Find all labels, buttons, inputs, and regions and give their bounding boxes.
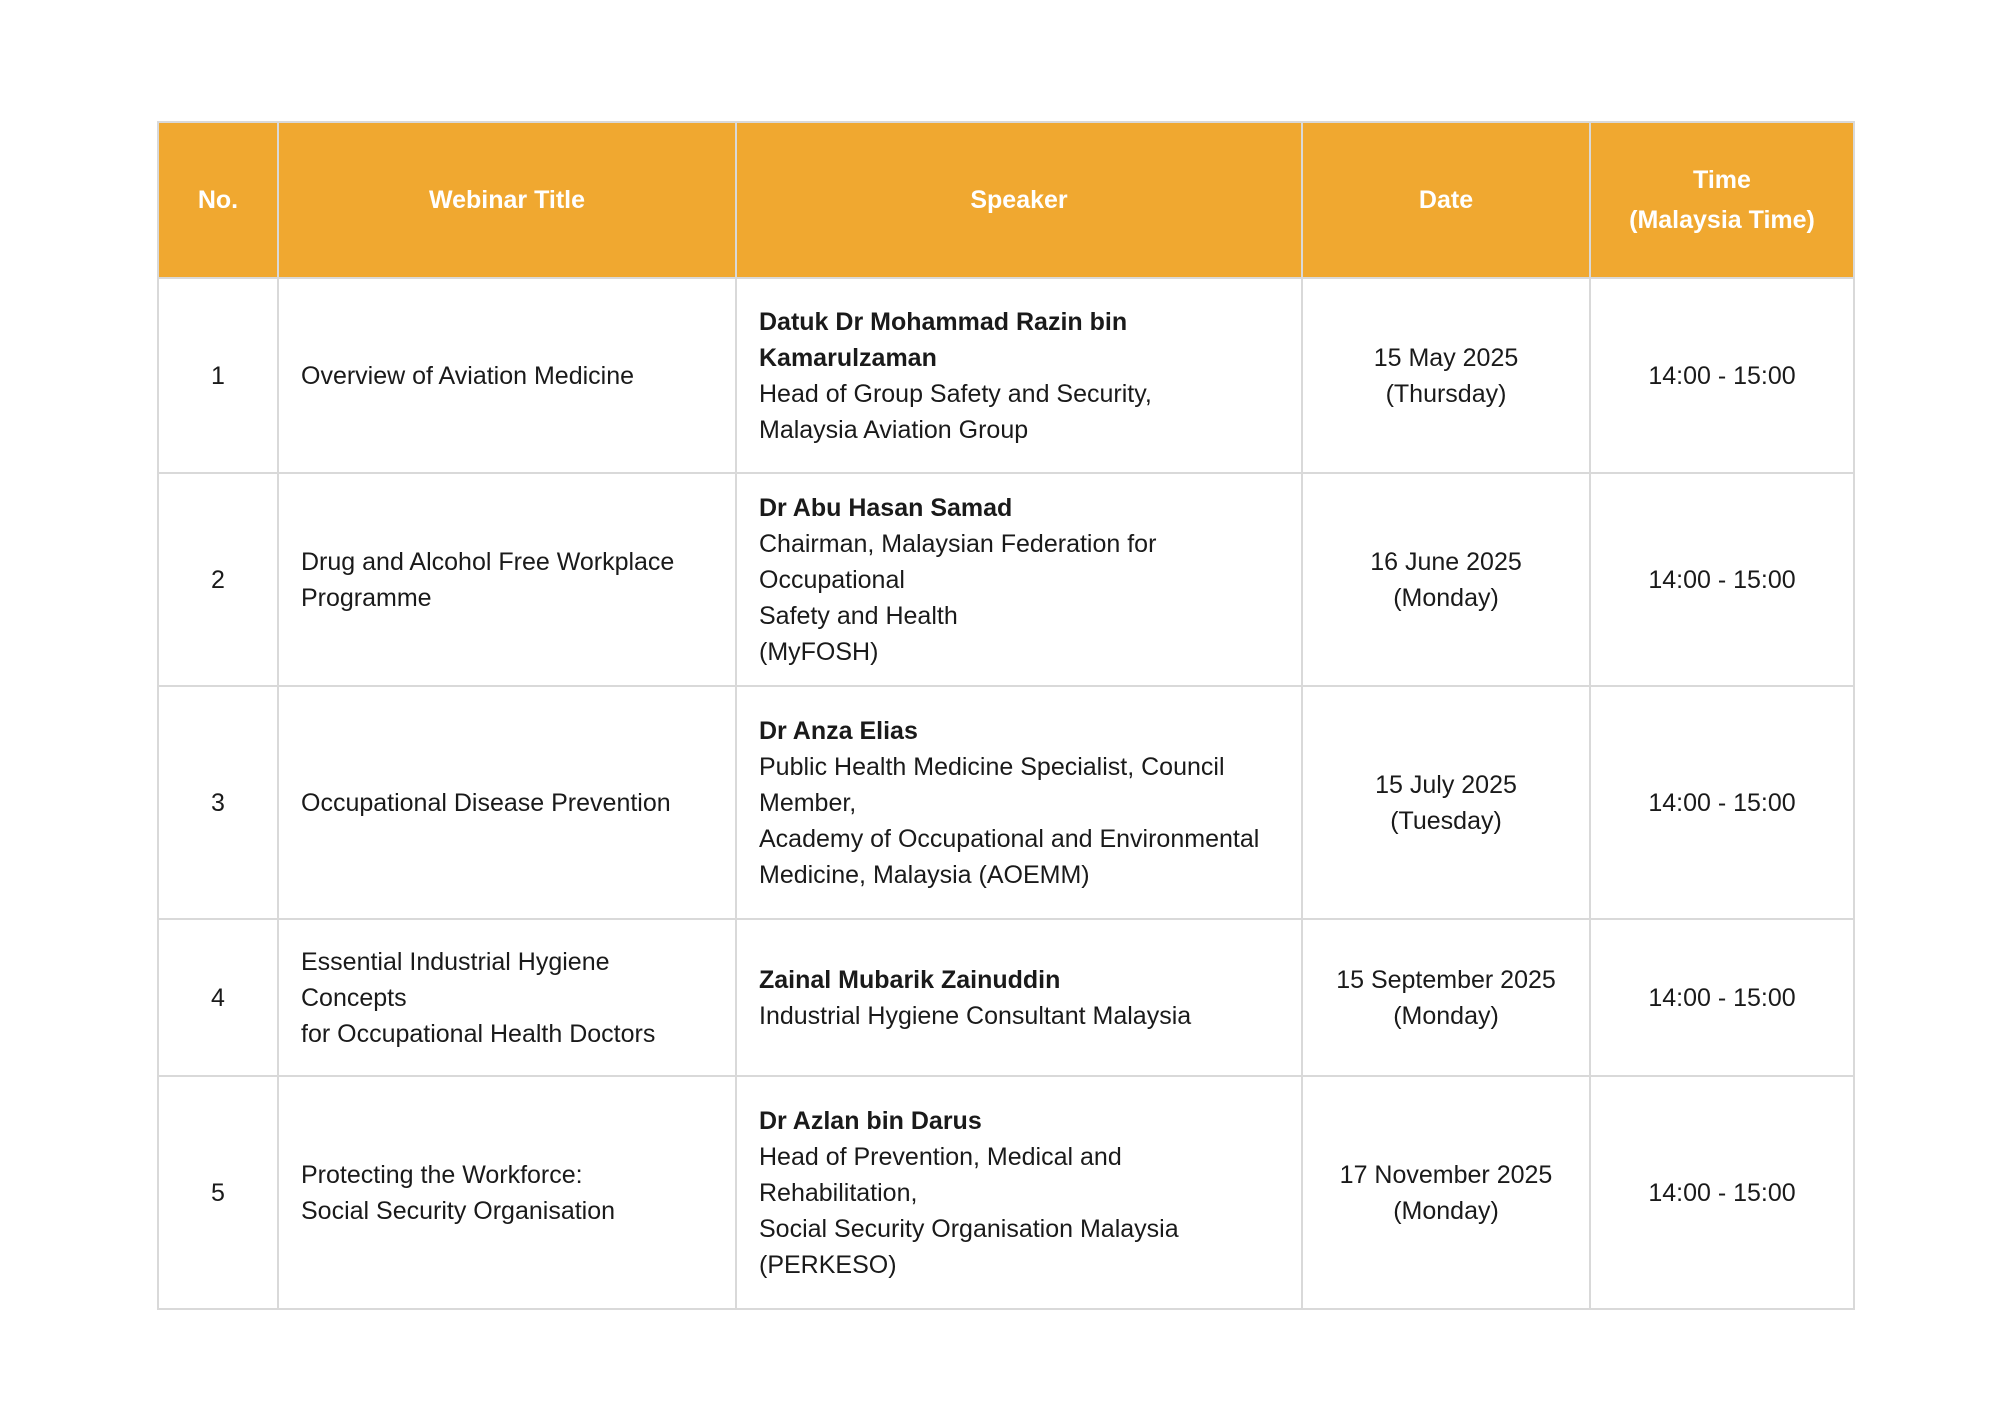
webinar-time: 14:00 - 15:00 <box>1590 278 1854 473</box>
webinar-date: 15 September 2025 <box>1336 965 1556 994</box>
row-number: 1 <box>158 278 278 473</box>
header-speaker: Speaker <box>736 122 1302 278</box>
webinar-day: (Monday) <box>1393 1196 1499 1225</box>
speaker-cell <box>736 919 1302 1076</box>
webinar-time: 14:00 - 15:00 <box>1590 1076 1854 1309</box>
webinar-title-line: for Occupational Health Doctors <box>301 1019 656 1048</box>
header-time <box>1590 122 1854 278</box>
schedule-table <box>157 121 1855 1310</box>
speaker-detail-line: Chairman, Malaysian Federation for Occupational <box>759 529 1157 594</box>
header-date: Date <box>1302 122 1590 278</box>
webinar-title <box>278 1076 736 1309</box>
speaker-name: Zainal Mubarik Zainuddin <box>759 965 1061 994</box>
webinar-time: 14:00 - 15:00 <box>1590 686 1854 919</box>
row-number: 5 <box>158 1076 278 1309</box>
speaker-detail-line: Public Health Medicine Specialist, Council <box>759 752 1225 781</box>
date-cell <box>1302 686 1590 919</box>
date-cell <box>1302 278 1590 473</box>
speaker-detail-line: Head of Prevention, Medical and Rehabilitation, <box>759 1142 1122 1207</box>
speaker-detail-line: Malaysia Aviation Group <box>759 415 1029 444</box>
webinar-time: 14:00 - 15:00 <box>1590 919 1854 1076</box>
header-time-zone: (Malaysia Time) <box>1629 206 1815 234</box>
speaker-detail-line: Safety and Health <box>759 601 958 630</box>
speaker-detail-line: Academy of Occupational and Environmental <box>759 824 1260 853</box>
webinar-title-line: Social Security Organisation <box>301 1196 616 1225</box>
speaker-name: Dr Anza Elias <box>759 716 918 745</box>
speaker-detail-line: (MyFOSH) <box>759 637 879 666</box>
table-row <box>158 686 1854 919</box>
row-number: 3 <box>158 686 278 919</box>
webinar-title-line: Essential Industrial Hygiene Concepts <box>301 947 610 1012</box>
webinar-day: (Monday) <box>1393 583 1499 612</box>
header-webinar-title: Webinar Title <box>278 122 736 278</box>
webinar-date: 17 November 2025 <box>1339 1160 1553 1189</box>
webinar-title <box>278 686 736 919</box>
speaker-detail-line: Member, <box>759 788 857 817</box>
header-row <box>158 122 1854 278</box>
speaker-detail-line: Social Security Organisation Malaysia <box>759 1214 1179 1243</box>
speaker-cell <box>736 686 1302 919</box>
webinar-title-line: Overview of Aviation Medicine <box>301 361 635 390</box>
speaker-detail-line: (PERKESO) <box>759 1250 897 1279</box>
speaker-cell <box>736 278 1302 473</box>
speaker-detail-line: Head of Group Safety and Security, <box>759 379 1152 408</box>
date-cell <box>1302 1076 1590 1309</box>
header-time-label: Time <box>1693 166 1751 194</box>
webinar-title <box>278 473 736 686</box>
table-row <box>158 919 1854 1076</box>
webinar-day: (Tuesday) <box>1390 806 1502 835</box>
webinar-title-line: Protecting the Workforce: <box>301 1160 583 1189</box>
webinar-time: 14:00 - 15:00 <box>1590 473 1854 686</box>
row-number: 2 <box>158 473 278 686</box>
webinar-date: 15 May 2025 <box>1373 343 1519 372</box>
webinar-day: (Monday) <box>1393 1001 1499 1030</box>
date-cell <box>1302 473 1590 686</box>
speaker-detail-line: Medicine, Malaysia (AOEMM) <box>759 860 1090 889</box>
webinar-title <box>278 919 736 1076</box>
speaker-detail-line: Industrial Hygiene Consultant Malaysia <box>759 1001 1192 1030</box>
table-header <box>158 122 1854 278</box>
webinar-title-line: Programme <box>301 583 432 612</box>
table-body <box>158 278 1854 1309</box>
table-row <box>158 1076 1854 1309</box>
table-row <box>158 278 1854 473</box>
webinar-title-line: Occupational Disease Prevention <box>301 788 671 817</box>
webinar-date: 16 June 2025 <box>1370 547 1522 576</box>
header-no: No. <box>158 122 278 278</box>
speaker-name: Dr Azlan bin Darus <box>759 1106 982 1135</box>
webinar-title <box>278 278 736 473</box>
webinar-title-line: Drug and Alcohol Free Workplace <box>301 547 675 576</box>
speaker-cell <box>736 473 1302 686</box>
table-row <box>158 473 1854 686</box>
webinar-date: 15 July 2025 <box>1375 770 1517 799</box>
webinar-day: (Thursday) <box>1385 379 1507 408</box>
date-cell <box>1302 919 1590 1076</box>
row-number: 4 <box>158 919 278 1076</box>
webinar-schedule <box>157 121 1853 1310</box>
speaker-cell <box>736 1076 1302 1309</box>
speaker-name: Dr Abu Hasan Samad <box>759 493 1013 522</box>
speaker-name: Datuk Dr Mohammad Razin bin Kamarulzaman <box>759 307 1128 372</box>
